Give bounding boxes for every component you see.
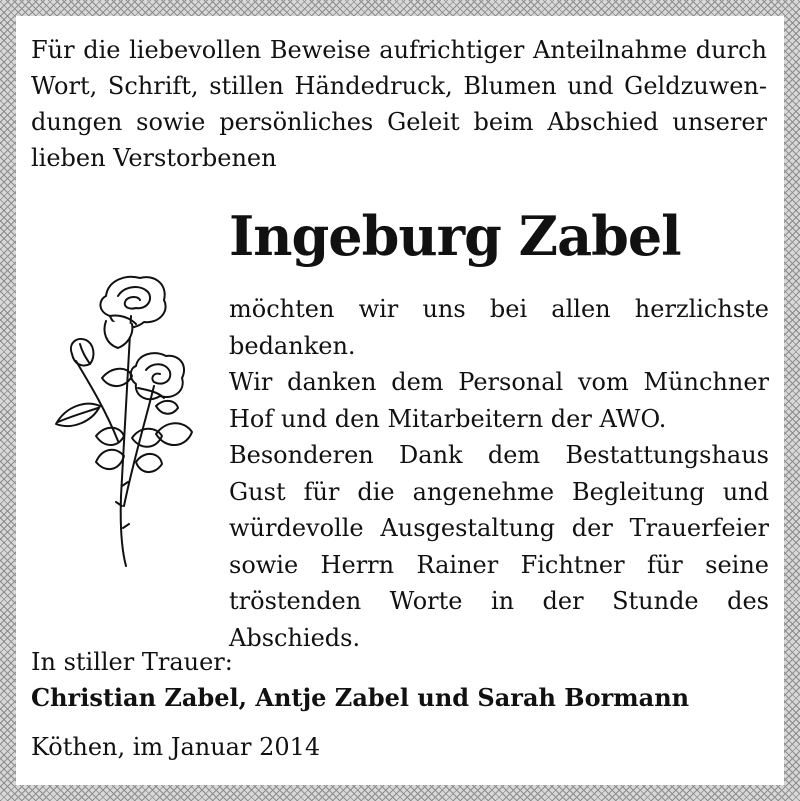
thanks-line: würdevolle Ausgestaltung der Trauerfeier <box>229 514 769 542</box>
intro-line: Wort, Schrift, stillen Händedruck, Blumen und Geldzuwen- <box>31 72 767 100</box>
intro-line: lieben Verstorbenen <box>31 144 277 172</box>
thanks-line: sowie Herrn Rainer Fichtner für seine <box>229 550 769 579</box>
thanks-line: Wir danken dem Personal vom Münchner <box>229 368 769 396</box>
thanks-line: Gust für die angenehme Begleitung und <box>229 477 769 506</box>
rose-illustration-icon <box>36 266 196 576</box>
mourning-block <box>31 644 767 716</box>
mourners-names: Christian Zabel, Antje Zabel und Sarah Bormann <box>31 683 690 712</box>
deceased-name: Ingeburg Zabel <box>229 204 681 268</box>
thanks-line: tröstenden Worte in der Stunde des <box>229 587 769 615</box>
obituary-card <box>16 16 784 785</box>
intro-line: dungen sowie persönliches Geleit beim Abschied unserer <box>31 108 767 136</box>
thanks-line: möchten wir uns bei allen herzlichste bedanken. <box>229 295 769 360</box>
thanks-paragraph <box>229 291 769 656</box>
intro-line: Für die liebevollen Beweise aufrichtiger Anteilnahme durch <box>31 36 767 64</box>
thanks-line: Hof und den Mitarbeitern der AWO. <box>229 404 667 433</box>
thanks-line: Besonderen Dank dem Bestattungshaus <box>229 441 769 469</box>
place-date: Köthen, im Januar 2014 <box>31 733 321 761</box>
thanks-line: Abschieds. <box>229 623 361 652</box>
intro-paragraph <box>31 32 767 176</box>
mourning-label: In stiller Trauer: <box>31 648 233 676</box>
